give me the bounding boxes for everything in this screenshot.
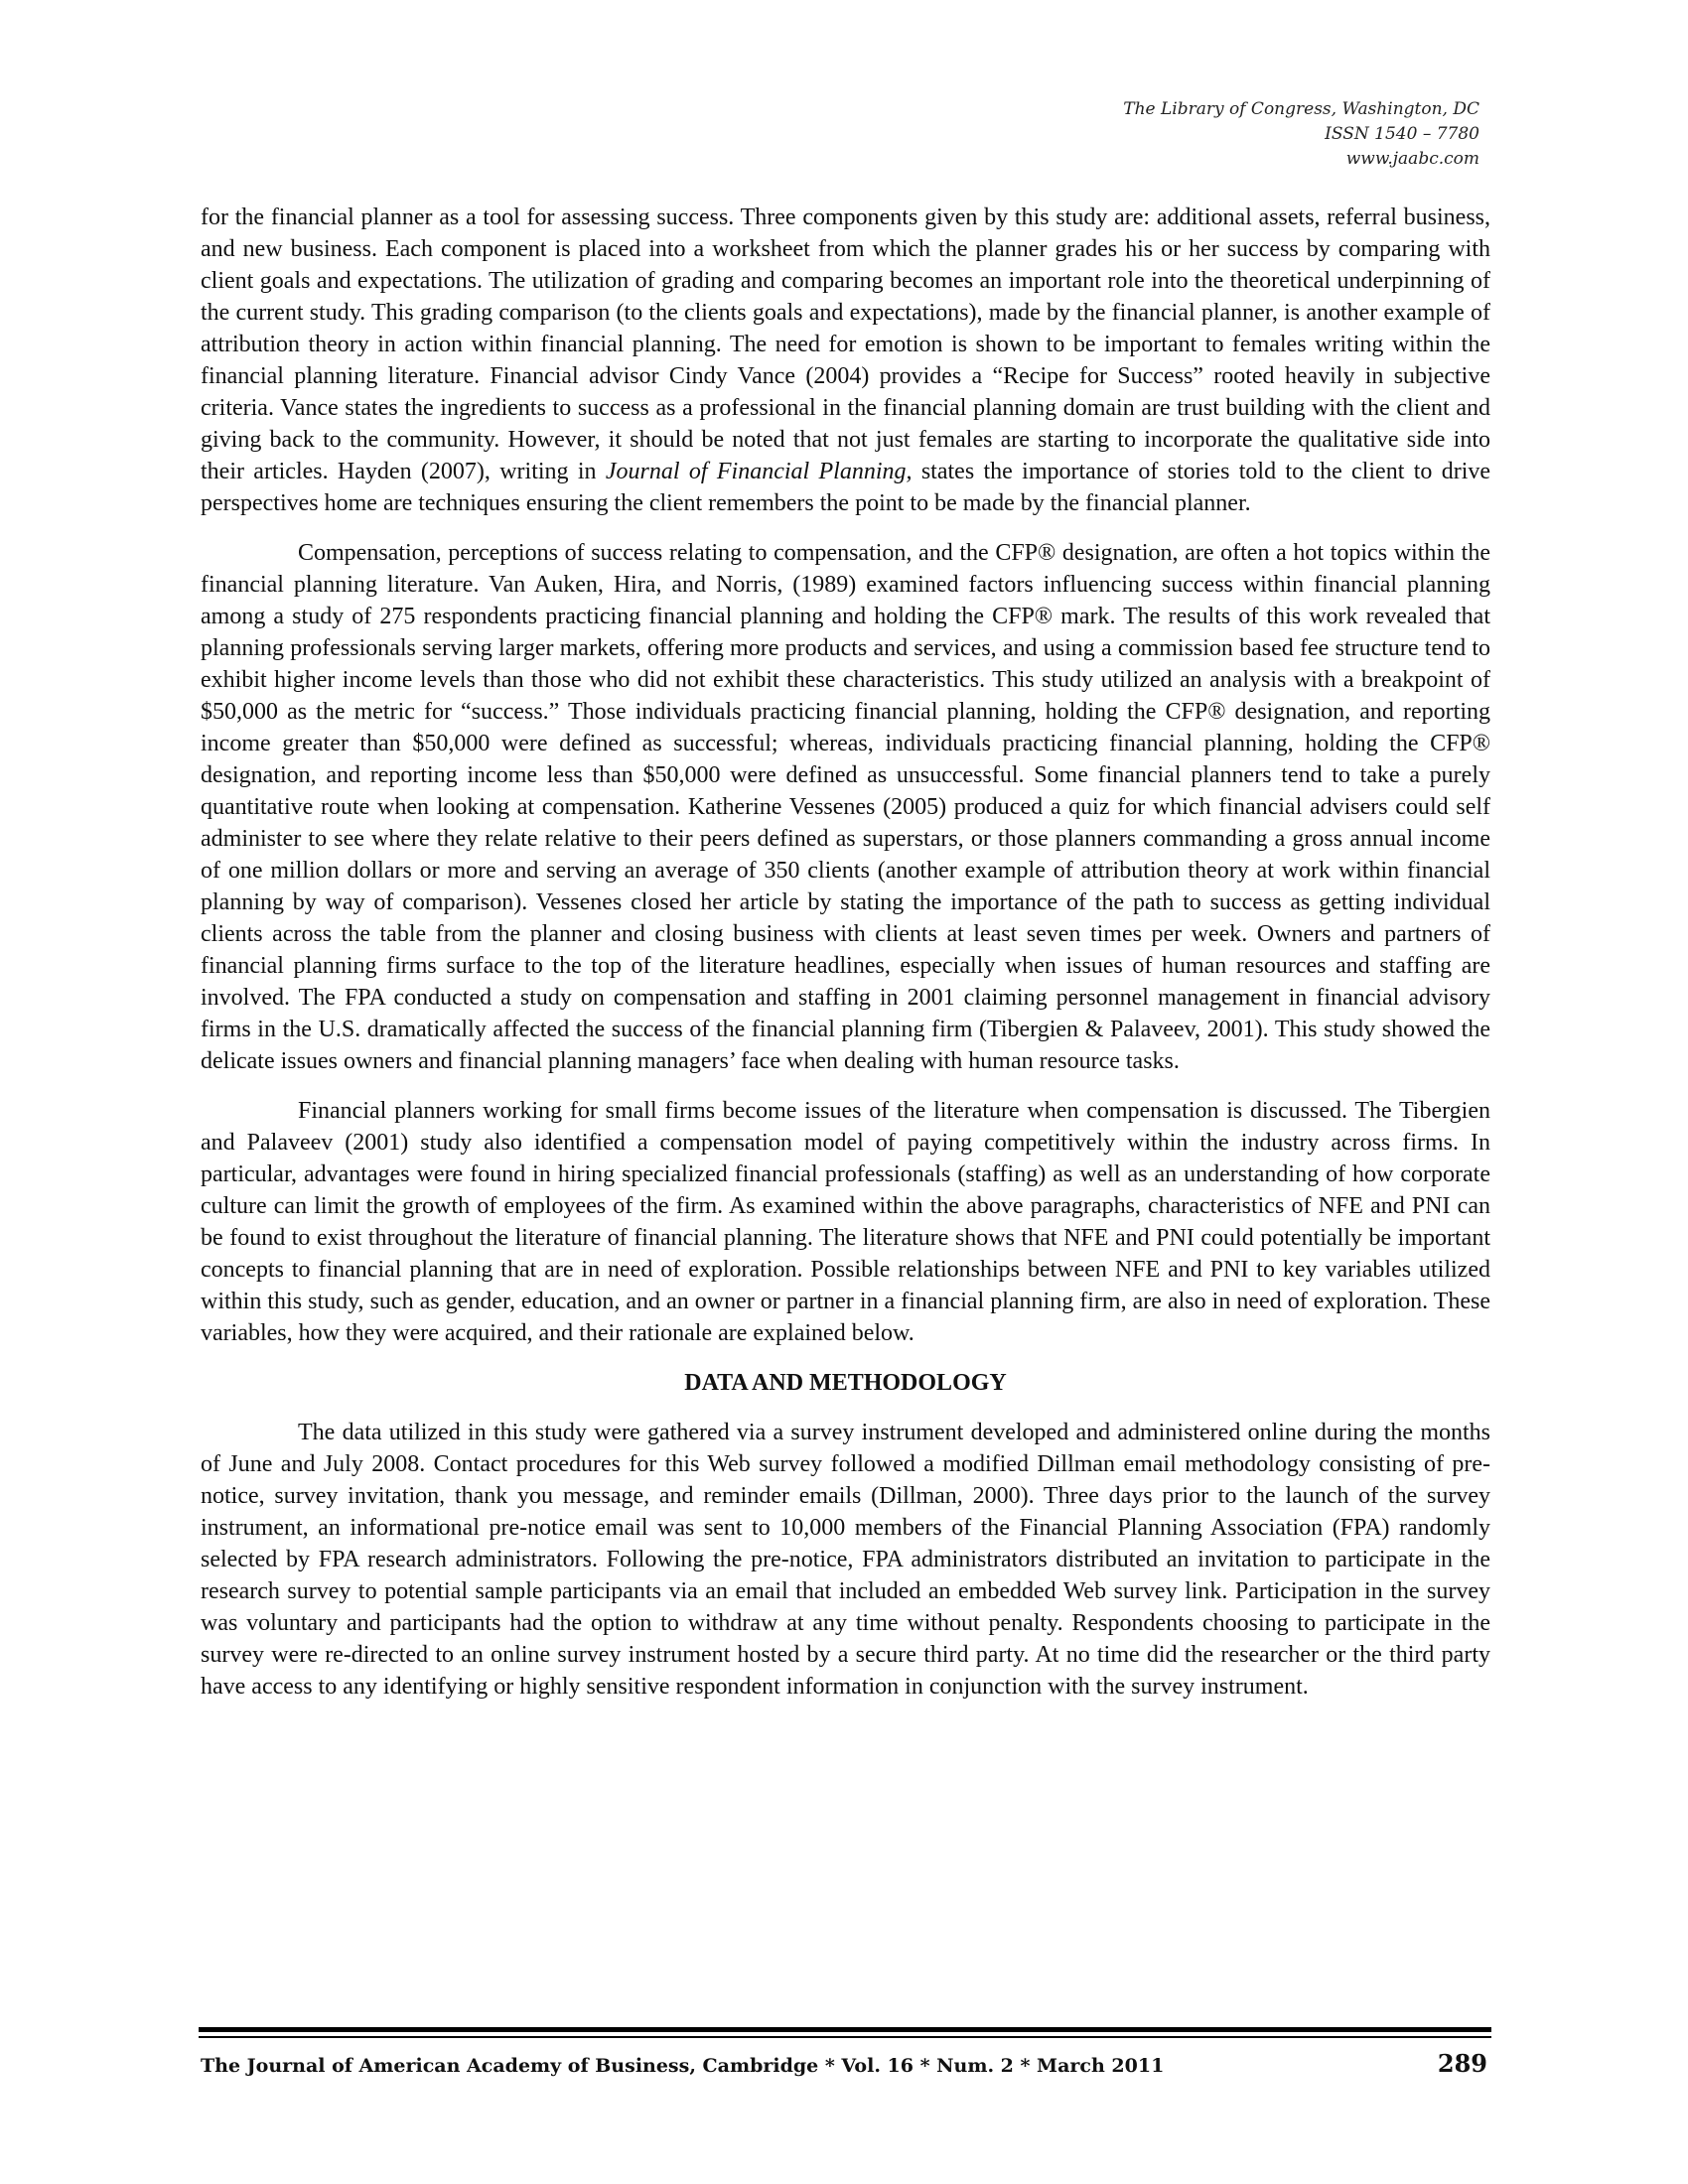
header-library-line: The Library of Congress, Washington, DC bbox=[1123, 99, 1479, 119]
header-issn-line: ISSN 1540 – 7780 bbox=[1325, 124, 1479, 144]
page-header bbox=[884, 97, 1479, 172]
footer-divider-thick bbox=[199, 2027, 1491, 2032]
footer-journal-citation: The Journal of American Academy of Business, Cambridge * Vol. 16 * Num. 2 * March 2011 bbox=[201, 2055, 1165, 2077]
body-paragraph-2: Compensation, perceptions of success relating to compensation, and the CFP® designation, are often a hot topics within the financial planning literature. Van Auken, Hira, and Norris, (1989) examined factors influencing success within financial planning among a study of 275 respondents practicing financial planning and holding the CFP® mark. The results of this work revealed that planning professionals serving larger markets, offering more products and services, and using a commission based fee structure tend to exhibit higher income levels than those who did not exhibit these characteristics. This study utilized an analysis with a breakpoint of $50,000 as the metric for “success.” Those individuals practicing financial planning, holding the CFP® designation, and reporting income greater than $50,000 were defined as successful; whereas, individuals practicing financial planning, holding the CFP® designation, and reporting income less than $50,000 were defined as unsuccessful. Some financial planners tend to take a purely quantitative route when looking at compensation. Katherine Vessenes (2005) produced a quiz for which financial advisers could self administer to see where they relate relative to their peers defined as superstars, or those planners commanding a gross annual income of one million dollars or more and serving an average of 350 clients (another example of attribution theory at work within financial planning by way of comparison). Vessenes closed her article by stating the importance of the path to success as getting individual clients across the table from the planner and closing business with clients at least seven times per week. Owners and partners of financial planning firms surface to the top of the literature headlines, especially when issues of human resources and staffing are involved. The FPA conducted a study on compensation and staffing in 2001 claiming personnel management in financial advisory firms in the U.S. dramatically affected the success of the financial planning firm (Tibergien & Palaveev, 2001). This study showed the delicate issues owners and financial planning managers’ face when dealing with human resource tasks. bbox=[201, 540, 1490, 1074]
journal-title-italic: Journal of Financial Planning, bbox=[605, 459, 913, 484]
footer-divider-thin bbox=[199, 2036, 1491, 2038]
section-heading: DATA AND METHODOLOGY bbox=[684, 1370, 1007, 1396]
body-paragraph-3: Financial planners working for small firms become issues of the literature when compensation is discussed. The Tibergien and Palaveev (2001) study also identified a compensation model of paying competitively within the industry across firms. In particular, advantages were found in hiring specialized financial professionals (staffing) as well as an understanding of how corporate culture can limit the growth of employees of the firm. As examined within the above paragraphs, characteristics of NFE and PNI can be found to exist throughout the literature of financial planning. The literature shows that NFE and PNI could potentially be important concepts to financial planning that are in need of exploration. Possible relationships between NFE and PNI to key variables utilized within this study, such as gender, education, and an owner or partner in a financial planning firm, are also in need of exploration. These variables, how they were acquired, and their rationale are explained below. bbox=[201, 1098, 1490, 1346]
body-paragraph-4: The data utilized in this study were gathered via a survey instrument developed and administered online during the months of June and July 2008. Contact procedures for this Web survey followed a modified Dillman email methodology consisting of pre-notice, survey invitation, thank you message, and reminder emails (Dillman, 2000). Three days prior to the launch of the survey instrument, an informational pre-notice email was sent to 10,000 members of the Financial Planning Association (FPA) randomly selected by FPA research administrators. Following the pre-notice, FPA administrators distributed an invitation to participate in the research survey to potential sample participants via an email that included an embedded Web survey link. Participation in the survey was voluntary and participants had the option to withdraw at any time without penalty. Respondents choosing to participate in the survey were re-directed to an online survey instrument hosted by a secure third party. At no time did the researcher or the third party have access to any identifying or highly sensitive respondent information in conjunction with the survey instrument. bbox=[201, 1420, 1490, 1700]
paragraph-1-text: for the financial planner as a tool for assessing success. Three components given by this study are: additional assets, referral business, and new business. Each component is placed into a worksheet from which the planner grades his or her success by comparing with client goals and expectations. The utilization of grading and comparing becomes an important role into the theoretical underpinning of the current study. This grading comparison (to the clients goals and expectations), made by the financial planner, is another example of attribution theory in action within financial planning. The need for emotion is shown to be important to females writing within the financial planning literature. Financial advisor Cindy Vance (2004) provides a “Recipe for Success” rooted heavily in subjective criteria. Vance states the ingredients to success as a professional in the financial planning domain are trust building with the client and giving back to the community. However, it should be noted that not just females are starting to incorporate the qualitative side into their articles. Hayden (2007), writing in bbox=[201, 205, 1490, 484]
paragraph-1-end: states the importance of stories told to the client to drive perspectives home are techniques ensuring the client remembers the point to be made by the financial planner. bbox=[201, 459, 1491, 516]
header-website-line: www.jaabc.com bbox=[1345, 149, 1479, 169]
article-body bbox=[201, 202, 1490, 1720]
body-paragraph-1 bbox=[201, 202, 1490, 519]
page-number: 289 bbox=[1437, 2049, 1487, 2078]
